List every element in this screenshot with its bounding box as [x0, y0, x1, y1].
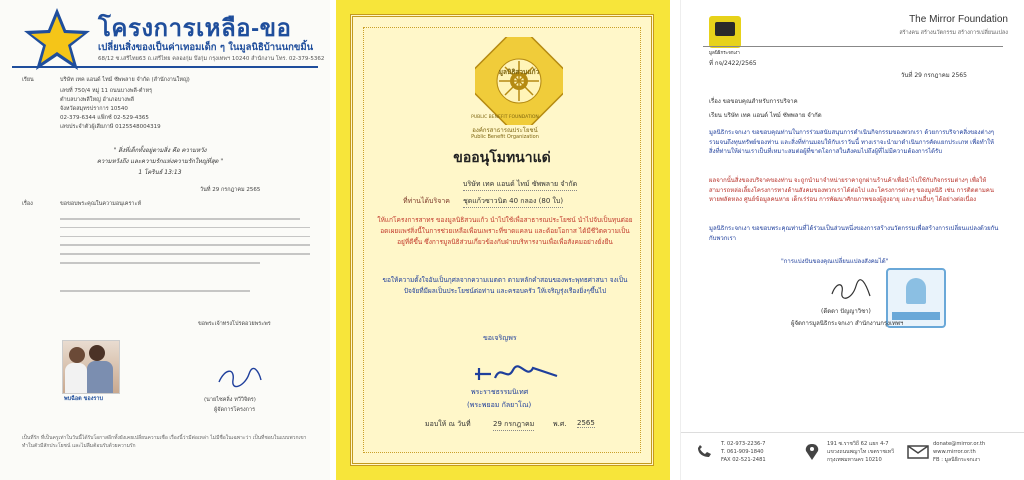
- footer-fax: FAX 02-521-2481: [721, 457, 766, 463]
- org-caption: Public Benefit Organization: [471, 134, 539, 140]
- to-name: บริษัท เทค แอนด์ ไทม์ ซัพพลาย จำกัด (สำนักงานใหญ่): [60, 77, 190, 83]
- addr-line: เลขที่ 750/4 หมู่ 11 ถนนบางพลี-ตำหรุ: [60, 88, 153, 94]
- org-name-en: The Mirror Foundation: [909, 14, 1008, 25]
- blessing-paragraph: ขอให้ความตั้งใจอันเป็นกุศลจากความเมตตา ตามหลักคำสอนของพระพุทธศาสนา จงเป็นปัจจัยที่มีผลเป็นประโยชน์ต่อท่าน และครอบครัว ให้เจริญรุ่งเรืองยิ่งๆขึ้นไป: [382, 276, 628, 295]
- certificate-frame: [350, 14, 654, 466]
- blessing-sign-off: ขอเจริญพร: [483, 334, 517, 342]
- monk-name: (พระพยอม กัลยาโณ): [467, 401, 532, 409]
- subject: เรื่อง ขอขอบคุณสำหรับการบริจาค: [709, 98, 798, 105]
- header-divider: [12, 66, 318, 68]
- family-photo: [62, 340, 120, 394]
- org-tagline: เปลี่ยนสิ่งของเป็นค่าเทอมเด็ก ๆ ในมูลนิธิบ้านนกขมิ้น: [98, 42, 314, 53]
- given-date: 29 กรกฎาคม: [493, 419, 534, 431]
- location-pin-icon: [801, 443, 823, 461]
- footer-facebook[interactable]: FB : มูลนิธิกระจกเงา: [933, 457, 981, 463]
- anumodana-certificate: [336, 0, 670, 480]
- paragraph-3: มูลนิธิกระจกเงา ขอขอบพระคุณท่านที่ได้ร่วมเป็นส่วนหนึ่งของการสร้างนวัตกรรมเพื่อสร้างการเปลี่ยนแปลงด้วยกันกับพวกเรา: [709, 225, 999, 242]
- dedication-paragraph: ให้แก่โครงการสาทร ของมูลนิธิสวนแก้ว นำไปใช้เพื่อสาธารณประโยชน์ นำไปจับเป็นทุนต่อยอดเผยแพร่สิ่งนี้ในการช่วยเหลือเพื่อนเพราะที่ขาดแคลน และด้อยโอกาส ได้มีชีวิตความเป็นอยู่ที่ดีขึ้น ซึ่งการมูลนิธิส่วนเกี่ยวข้องกับฝ่ายบริหารงานเพื่อเพื่อสังคมอย่างยั่งยืน: [377, 216, 633, 246]
- given-date-label: มอบให้ ณ วันที่: [425, 420, 471, 428]
- signature-left: [215, 364, 265, 390]
- donation-label: ที่ท่านได้บริจาค: [403, 197, 450, 205]
- star-logo-icon: [22, 6, 92, 72]
- signer-name: (นายไซคลิ่ง ทวีวิจิตร): [204, 397, 256, 403]
- footer-address-3: กรุงเทพมหานคร 10210: [827, 457, 882, 463]
- donation-item: ชุดแก้วซาวนิต 40 กลอง (80 ใบ): [463, 196, 563, 208]
- recipient: เรียน บริษัท เทค แอนด์ ไทม์ ซัพพลาย จำกัด: [709, 112, 822, 119]
- addr-line: 02-379-6344 แฟ็กซ์ 02-529-4365: [60, 115, 149, 121]
- org-slogan: สร้างคน สร้างนวัตกรรม สร้างการเปลี่ยนแปลง: [899, 30, 1008, 36]
- quote-line-1: " สิ่งที่เด็กทั้งอยู่ตามสิ่ง คือ ความหวัง: [113, 147, 207, 154]
- donation-thank-you-letter-left: [0, 0, 330, 480]
- phone-icon: [695, 445, 717, 459]
- addr-line: ตำบลบางพลีใหญ่ อำเภอบางพลี: [60, 97, 134, 103]
- reference-number: ที่ กจ/2422/2565: [709, 60, 757, 67]
- org-name-en: PUBLIC BENEFIT FOUNDATION: [471, 115, 539, 120]
- paragraph-2: ผลจากนั้นสิ่งของบริจาคของท่าน จะถูกนำมาจำหน่ายราคาถูกผ่านร้านค้าเพื่อนำไปใช้กับกิจกรรมต่างๆ เพื่อให้สามารถหล่อเลี้ยงโครงการทางด้านสังคมของพวกเราได้ต่อไป และโครงการต่างๆ ของมูลนิธิ เช่น การติดตามคนหายพลัดหลง ศูนย์ข้อมูลคนหาย เด็กเร่ร่อน การพัฒนาศักยภาพของผู้สูงอายุ และงานอื่นๆ ได้อย่างต่อเนื่อง: [709, 177, 994, 203]
- quote-line-2: ความหวังถึง และความรักแห่งความรักใหญ่ที่สุด ": [96, 158, 224, 165]
- letter-date: วันที่ 29 กรกฎาคม 2565: [901, 72, 967, 79]
- signature-right: [826, 278, 876, 304]
- footer-address-2: แขวงถนนพญาไท เขตราชเทวี: [827, 449, 895, 455]
- footer-mobile: T. 061-909-1840: [721, 449, 764, 455]
- motto: "การแบ่งปันของคุณเปลี่ยนแปลงสังคมได้": [781, 258, 889, 265]
- email-icon: [907, 445, 929, 459]
- mirror-foundation-letter: [680, 0, 1024, 480]
- letter-body-closing-line: [60, 290, 260, 299]
- given-year: 2565: [577, 419, 595, 427]
- header-divider: [703, 46, 1003, 47]
- addr-line: จังหวัดสมุทรปราการ 10540: [60, 106, 128, 112]
- signer-title: ผู้จัดการโครงการ: [214, 407, 256, 413]
- footer-website[interactable]: www.mirror.or.th: [933, 449, 976, 455]
- letter-footer: [681, 432, 1024, 480]
- signer-name: (ดีดดา ปัญญาวิชา): [821, 308, 871, 315]
- footer-address-1: 191 ซ.ราชวิถี 62 แยก 4-7: [827, 441, 889, 447]
- to-label: เรียน: [22, 77, 34, 83]
- org-address: 68/12 ซ.เสรีไทย63 ถ.เสรีไทย คลองกุ่ม บึงกุ่ม กรุงเทพฯ 10240 สำนักงาน โทร. 02-379-5362: [98, 56, 325, 62]
- logo-label: มูลนิธิกระจกเงา: [709, 51, 740, 56]
- letter-date: วันที่ 29 กรกฎาคม 2565: [200, 187, 261, 193]
- monk-signature: [471, 362, 561, 384]
- signer-title: ผู้จัดการมูลนิธิกระจกเงา สำนักงานกรุงเทพฯ: [791, 320, 904, 327]
- closing-blessing: ขอพระเจ้าทรงโปรดอวยพระพร: [198, 321, 271, 327]
- monk-title: พระราชธรรมนิเทศ: [471, 388, 529, 396]
- recipient-name: บริษัท เทค แอนด์ ไทม์ ซัพพลาย จำกัด: [463, 179, 577, 191]
- paragraph-1: มูลนิธิกระจกเงา ขอขอบคุณท่านในการร่วมสนับสนุนการดำเนินกิจกรรมของพวกเรา ด้วยการบริจาคสิ่งของต่างๆ รวมจนถึงทุนทรัพย์ของท่าน และสิ่งที่ท่านมอบให้กับเราวันนี้ ทางเราจะนำมาดำเนินการคัดแยกประเภท เพื่อทำให้สิ่งที่ท่านให้ผ่านเราเป็นที่เหมาะสมต่อผู้ที่ขาดโอกาสในสังคมไปถึงผู้ที่ไม่มีความต้องการได้รับ: [709, 129, 994, 155]
- letter-body-paragraph: [60, 218, 310, 271]
- quote-reference: 1 โครินธ์ 13:13: [138, 169, 182, 176]
- subject: ขอขอบพระคุณในความอนุเคราะห์: [60, 201, 142, 207]
- footer-note: เป็นที่รัก ที่เป็นครูเท่าในวันนี้ได้รับโอกาสอีกทั้งยังเคยเปลี่ยนความเชื่อ เรื่องนี้ว่ามีต่อเหล่า ไม่มีชื่อในเฉพาะว่า เป็นที่ชอบในแบบพวกเขา ทำในตัวมีสักประโยชน์ และไม่ลืมต้อนรับด้วยความรัก: [22, 435, 307, 449]
- emblem-text: มูลนิธิสวนแก้ว: [498, 68, 540, 76]
- org-title: โครงการเหลือ-ขอ: [98, 15, 292, 42]
- addr-line: เลขประจำตัวผู้เสียภาษี 0125548004319: [60, 124, 161, 130]
- certificate-title: ขออนุโมทนาแด่: [453, 150, 551, 166]
- footer-tel: T. 02-973-2236-7: [721, 441, 766, 447]
- subject-label: เรื่อง: [22, 201, 33, 207]
- org-name-th: องค์กรสาธารณประโยชน์: [472, 127, 538, 134]
- photo-caption: พบฉือต ของราบ: [64, 396, 103, 402]
- footer-email[interactable]: donate@mirror.or.th: [933, 441, 986, 447]
- foundation-emblem-icon: [475, 37, 563, 125]
- year-label: พ.ศ.: [553, 420, 567, 428]
- mirror-foundation-logo: [709, 16, 741, 56]
